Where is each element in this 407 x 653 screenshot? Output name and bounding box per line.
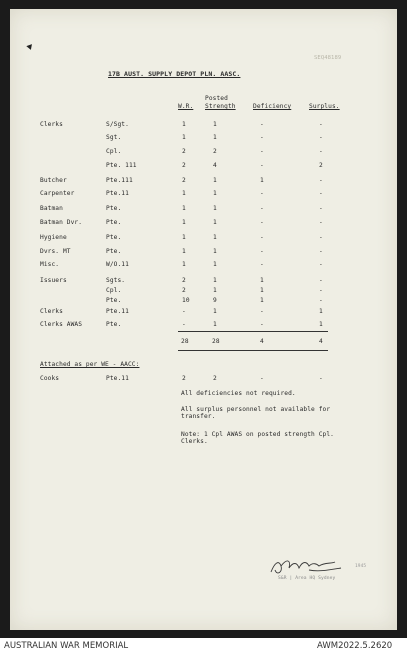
row-deficiency: - [260,219,264,226]
document-page [10,9,397,630]
row-wr: 1 [182,190,186,197]
row-posted: 1 [213,234,217,241]
note-deficiencies: All deficiencies not required. [181,390,296,397]
document-title: 17B AUST. SUPPLY DEPOT PLN. AASC. [108,70,241,78]
row-surplus: - [319,248,323,255]
footer-source: AUSTRALIAN WAR MEMORIAL [4,641,129,651]
row-wr: 1 [182,121,186,128]
row-category: Clerks [40,121,63,128]
row-rank: S/Sgt. [106,121,129,128]
row-category: Dvrs. MT [40,248,71,255]
row-surplus: - [319,261,323,268]
row-rank: Pte. [106,297,122,304]
row-surplus: - [319,205,323,212]
total-surplus: 4 [319,338,323,345]
header-wr: W.R. [178,103,194,110]
row-surplus: - [319,148,323,155]
row-deficiency: - [260,321,264,328]
row-rank: Pte. 111 [106,162,137,169]
row-posted: 1 [213,287,217,294]
total-rule-bottom [178,350,328,351]
row-wr: 2 [182,177,186,184]
row-deficiency: - [260,148,264,155]
row-surplus: - [319,277,323,284]
row-deficiency: - [260,234,264,241]
note-awas-line2: Clerks. [181,438,208,445]
header-surplus: Surplus. [309,103,340,110]
row-deficiency: 1 [260,177,264,184]
row-wr: 1 [182,248,186,255]
row-wr: 2 [182,277,186,284]
row-category: Carpenter [40,190,75,197]
row-surplus: - [319,134,323,141]
row-surplus: 1 [319,308,323,315]
row-posted: 1 [213,177,217,184]
attached-category: Cooks [40,375,60,382]
row-deficiency: 1 [260,297,264,304]
row-wr: 1 [182,234,186,241]
row-surplus: - [319,287,323,294]
row-rank: Cpl. [106,148,122,155]
row-posted: 1 [213,308,217,315]
row-rank: Cpl. [106,287,122,294]
row-wr: 10 [182,297,190,304]
row-posted: 1 [213,261,217,268]
row-surplus: - [319,121,323,128]
row-deficiency: 1 [260,287,264,294]
row-posted: 4 [213,162,217,169]
note-awas-line1: Note: 1 Cpl AWAS on posted strength Cpl. [181,431,335,438]
row-deficiency: - [260,121,264,128]
row-surplus: - [319,177,323,184]
row-wr: 2 [182,148,186,155]
row-surplus: - [319,234,323,241]
row-posted: 1 [213,219,217,226]
row-posted: 2 [213,148,217,155]
row-wr: - [182,321,186,328]
header-posted: Posted [205,95,228,102]
row-category: Clerks AWAS [40,321,83,328]
row-surplus: - [319,219,323,226]
attached-rank: Pte.11 [106,375,129,382]
row-rank: Sgts. [106,277,126,284]
row-posted: 1 [213,248,217,255]
row-posted: 1 [213,134,217,141]
row-wr: 1 [182,205,186,212]
row-deficiency: - [260,308,264,315]
row-rank: W/O.11 [106,261,129,268]
pointer-mark-icon [26,44,33,51]
row-posted: 9 [213,297,217,304]
note-surplus-line1: All surplus personnel not available for [181,406,331,413]
row-rank: Pte. [106,234,122,241]
row-deficiency: - [260,261,264,268]
signature-icon [269,556,351,578]
note-surplus-line2: transfer. [181,413,216,420]
row-posted: 1 [213,190,217,197]
row-surplus: 1 [319,321,323,328]
row-wr: 1 [182,134,186,141]
row-wr: 2 [182,287,186,294]
attached-wr: 2 [182,375,186,382]
row-category: Hygiene [40,234,67,241]
row-deficiency: - [260,205,264,212]
row-deficiency: - [260,134,264,141]
total-rule-top [178,331,328,332]
attached-posted: 2 [213,375,217,382]
row-deficiency: - [260,190,264,197]
attached-surplus: - [319,375,323,382]
row-rank: Pte.11 [106,308,129,315]
row-rank: Pte. [106,321,122,328]
row-rank: Pte. [106,205,122,212]
row-category: Batman [40,205,63,212]
row-rank: Pte.111 [106,177,133,184]
row-wr: 1 [182,219,186,226]
row-surplus: - [319,297,323,304]
row-surplus: 2 [319,162,323,169]
row-category: Clerks [40,308,63,315]
row-deficiency: - [260,162,264,169]
row-deficiency: 1 [260,277,264,284]
row-posted: 1 [213,321,217,328]
row-posted: 1 [213,277,217,284]
archive-stamp: SEQ48189 [314,55,342,61]
row-rank: Pte.11 [106,190,129,197]
attached-deficiency: - [260,375,264,382]
total-posted: 28 [212,338,220,345]
row-wr: 1 [182,261,186,268]
attached-title: Attached as per WE - AACC: [40,361,140,368]
row-category: Issuers [40,277,67,284]
row-posted: 1 [213,205,217,212]
signature-date: 1945 [355,564,367,569]
total-wr: 28 [181,338,189,345]
signature-stamp: S&R | Area HQ Sydney [278,576,336,581]
row-wr: 2 [182,162,186,169]
row-rank: Pte. [106,219,122,226]
total-deficiency: 4 [260,338,264,345]
row-posted: 1 [213,121,217,128]
footer-accession-number: AWM2022.5.2620 [317,641,393,651]
row-surplus: - [319,190,323,197]
row-category: Butcher [40,177,67,184]
row-rank: Sgt. [106,134,122,141]
row-wr: - [182,308,186,315]
header-deficiency: Deficiency [253,103,292,110]
row-deficiency: - [260,248,264,255]
header-strength: Strength [205,103,236,110]
row-category: Batman Dvr. [40,219,83,226]
row-category: Misc. [40,261,60,268]
row-rank: Pte. [106,248,122,255]
